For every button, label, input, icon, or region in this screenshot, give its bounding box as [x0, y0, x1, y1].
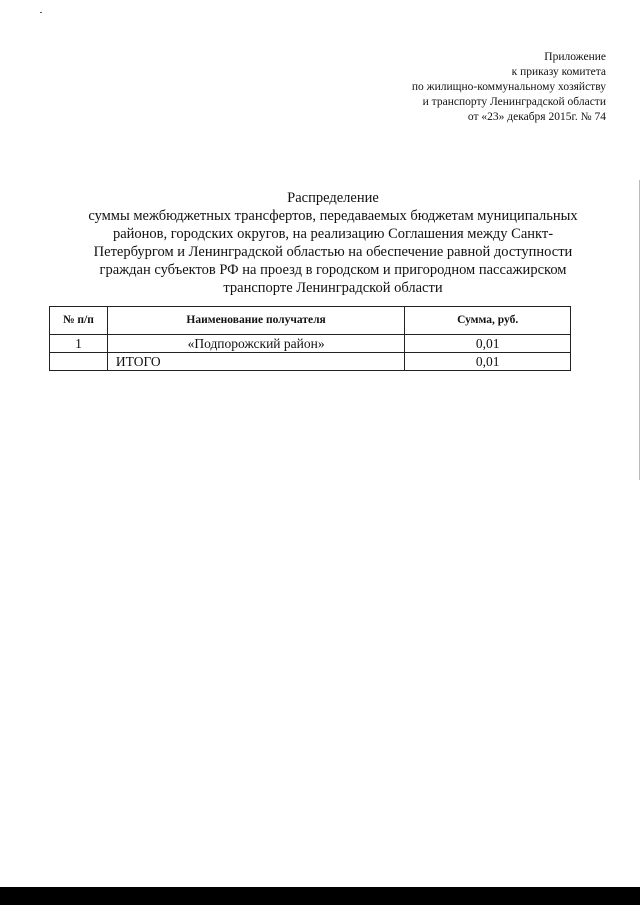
scan-bottom-border	[0, 887, 640, 905]
title-line: суммы межбюджетных трансфертов, передаваемых бюджетам муниципальных	[88, 208, 578, 224]
header-line: от «23» декабря 2015г. № 74	[467, 111, 606, 123]
total-sum: 0,01	[405, 353, 571, 371]
document-title	[50, 189, 616, 297]
title-heading: Распределение	[287, 190, 379, 206]
title-line: граждан субъектов РФ на проезд в городском и пригородном пассажирском	[99, 262, 567, 278]
header-line: по жилищно-коммунальному хозяйству	[411, 81, 606, 93]
row-sum: 0,01	[405, 335, 571, 353]
approval-header	[412, 50, 606, 125]
title-line: транспорте Ленинградской области	[223, 280, 443, 296]
total-number	[50, 353, 108, 371]
title-line: Петербургом и Ленинградской областью на обеспечение равной доступности	[93, 244, 573, 260]
column-header-recipient: Наименование получателя	[107, 307, 404, 335]
title-line: районов, городских округов, на реализацию Соглашения между Санкт-	[112, 226, 554, 242]
header-line: и транспорту Ленинградской области	[422, 96, 606, 108]
total-row	[50, 353, 571, 371]
table-row	[50, 335, 571, 353]
scan-mark	[40, 12, 42, 13]
distribution-table	[49, 306, 571, 371]
row-number: 1	[50, 335, 108, 353]
header-line: к приказу комитета	[511, 66, 606, 78]
total-label: ИТОГО	[107, 353, 404, 371]
column-header-sum: Сумма, руб.	[405, 307, 571, 335]
recipient-name: «Подпорожский район»	[107, 335, 404, 353]
column-header-number: № п/п	[50, 307, 108, 335]
table-header-row	[50, 307, 571, 335]
header-line: Приложение	[544, 51, 606, 63]
